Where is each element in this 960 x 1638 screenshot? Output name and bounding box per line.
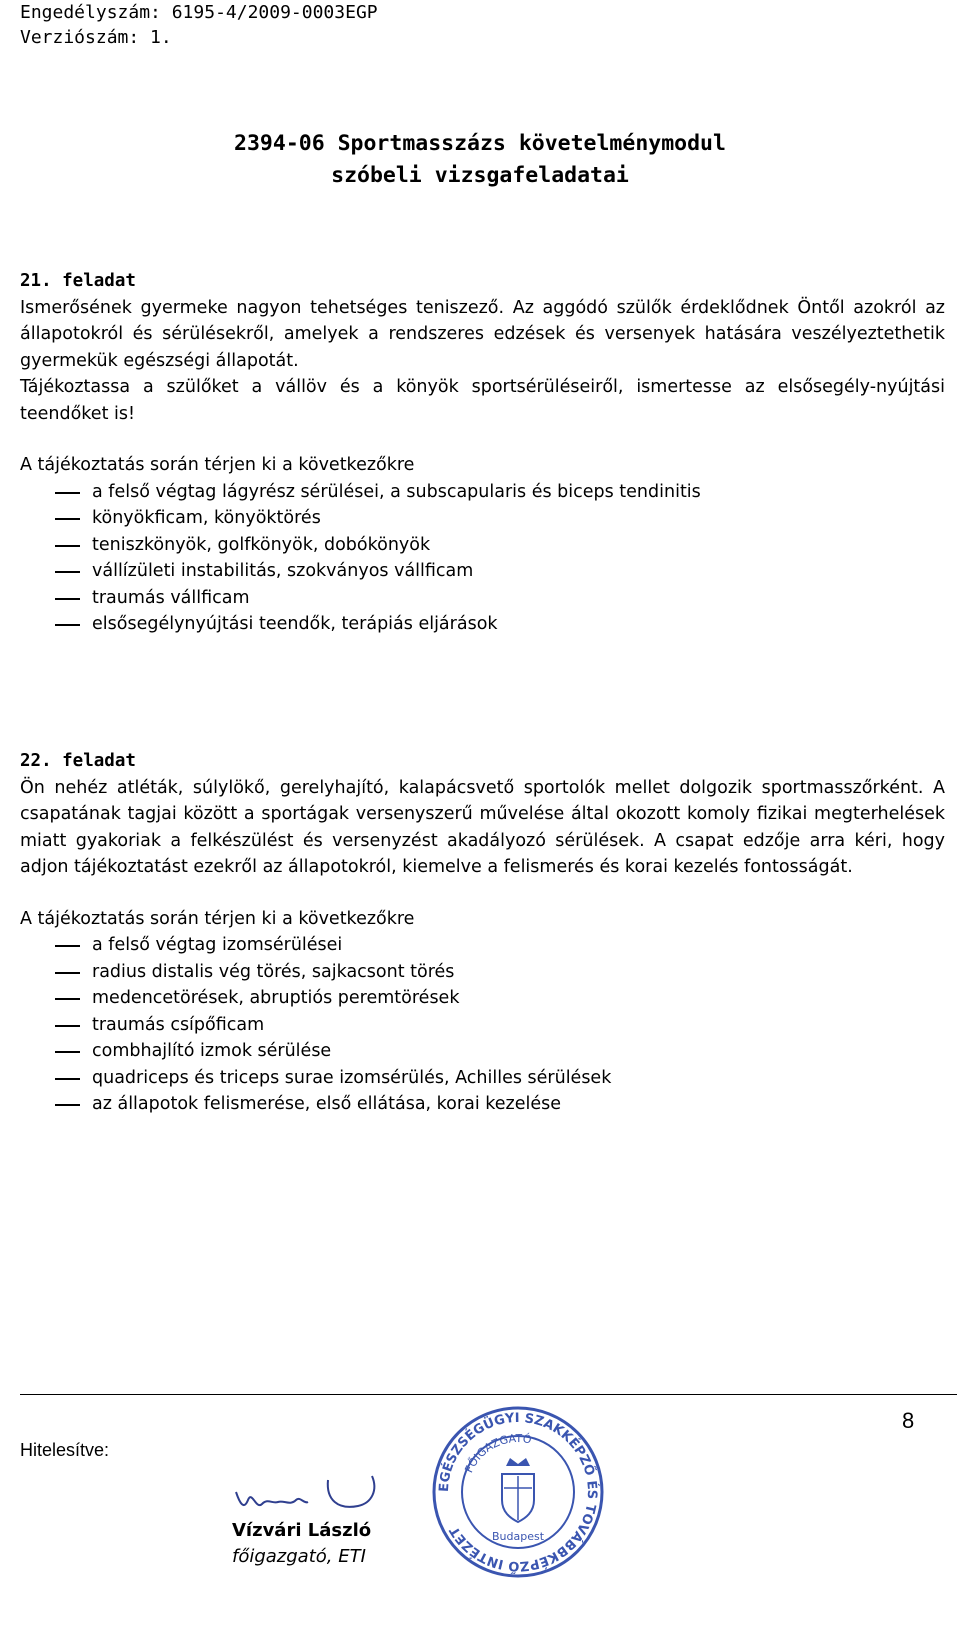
list-item: medencetörések, abruptiós peremtörések (20, 985, 945, 1012)
document-header (20, 0, 378, 50)
task-21 (20, 268, 945, 638)
page-number: 8 (902, 1408, 915, 1433)
task-21-lead: A tájékoztatás során térjen ki a következőkre (20, 455, 415, 475)
task-22-list (20, 932, 945, 1118)
task-22-heading: 22. feladat (20, 751, 136, 771)
footer-divider (20, 1394, 957, 1395)
coat-of-arms-icon (502, 1458, 534, 1522)
list-item: könyökficam, könyöktörés (20, 505, 945, 532)
document-title (0, 128, 960, 192)
task-21-list (20, 479, 945, 638)
title-line-1: 2394-06 Sportmasszázs követelménymodul (234, 131, 726, 156)
seal-inner-text: FŐIGAZGATÓ (462, 1431, 533, 1475)
list-item: elsősegélynyújtási teendők, terápiás eljárások (20, 611, 945, 638)
seal-outer-text: EGÉSZSÉGÜGYI SZAKKÉPZŐ ÉS TOVÁBBKÉPZŐ INTÉZET (436, 1410, 600, 1574)
task-21-intro: Ismerősének gyermeke nagyon tehetséges teniszező. Az aggódó szülők érdeklődnek Öntől azokról az állapotokról és sérülésekről, amelyek a rendszeres edzések és versenyek hatására veszélyeztethetik gyermekük egészségi állapotát. (20, 297, 945, 371)
signature-image (232, 1470, 392, 1518)
task-22 (20, 748, 945, 1118)
list-item: vállízületi instabilitás, szokványos vállficam (20, 558, 945, 585)
list-item: traumás csípőficam (20, 1012, 945, 1039)
list-item: traumás vállficam (20, 585, 945, 612)
list-item: quadriceps és triceps surae izomsérülés, Achilles sérülések (20, 1065, 945, 1092)
signer-title: főigazgató, ETI (232, 1546, 366, 1567)
task-22-lead: A tájékoztatás során térjen ki a következőkre (20, 908, 415, 929)
seal-city-text: Budapest (491, 1530, 545, 1543)
list-item: a felső végtag lágyrész sérülései, a subscapularis és biceps tendinitis (20, 479, 945, 506)
official-seal-image (430, 1404, 606, 1580)
list-item: az állapotok felismerése, első ellátása, korai kezelése (20, 1091, 945, 1118)
list-item: teniszkönyök, golfkönyök, dobókönyök (20, 532, 945, 559)
title-line-2: szóbeli vizsgafeladatai (331, 163, 629, 188)
task-21-instruction: Tájékoztassa a szülőket a vállöv és a könyök sportsérüléseiről, ismertesse az elsősegély-nyújtási teendőket is! (20, 377, 945, 424)
license-number: Engedélyszám: 6195-4/2009-0003EGP (20, 2, 378, 23)
certified-label: Hitelesítve: (20, 1440, 110, 1460)
task-21-heading: 21. feladat (20, 271, 136, 291)
task-22-intro: Ön nehéz atléták, súlylökő, gerelyhajító, kalapácsvető sportolók mellet dolgozik sportmasszőrként. A csapatának tagjai között a sportágak versenyszerű művelése által okozott komoly fizikai megterhelések miatt gyakoriak a felkészülést és versenyzést akadályozó sérülések. A csapat edzője arra kéri, hogy adjon tájékoztatást ezekről az állapotokról, kiemelve a felismerés és korai kezelés fontosságát. (20, 777, 945, 877)
signer-name: Vízvári László (232, 1520, 372, 1541)
list-item: radius distalis vég törés, sajkacsont törés (20, 959, 945, 986)
version-number: Verziószám: 1. (20, 27, 172, 48)
list-item: a felső végtag izomsérülései (20, 932, 945, 959)
list-item: combhajlító izmok sérülése (20, 1038, 945, 1065)
